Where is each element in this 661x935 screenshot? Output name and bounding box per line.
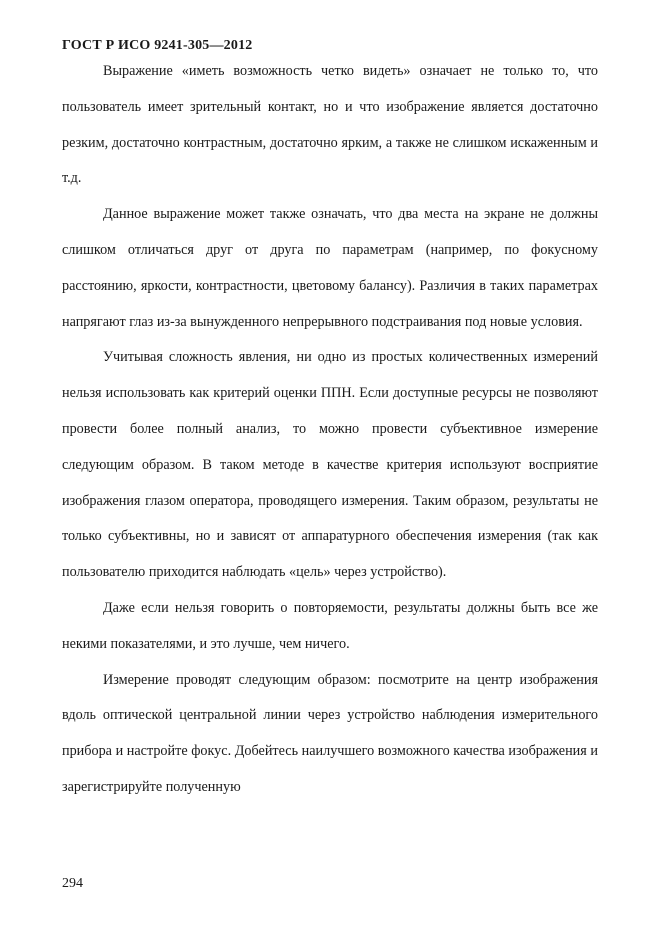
paragraph-repeatability: Даже если нельзя говорить о повторяемости, результаты должны быть все же некими показателями, и это лучше, чем ничего. [62,599,598,652]
document-body [62,54,598,806]
paragraph-procedure: Измерение проводят следующим образом: посмотрите на центр изображения вдоль оптической центральной линии через устройство наблюдения измерительного прибора и настройте фокус. Добейтесь наилучшего возможного качества изображения и зарегистрируйте полученную [62,671,598,795]
paragraph-screen-areas: Данное выражение может также означать, что два места на экране не должны слишком отличаться друг от друга по параметрам (например, по фокусному расстоянию, яркости, контрастности, цветовому балансу). Различия в таких параметрах напрягают глаз из-за вынужденного непрерывного подстраивания под новые условия. [62,206,598,330]
paragraph-clarity: Выражение «иметь возможность четко видеть» означает не только то, что пользователь имеет зрительный контакт, но и что изображение является достаточно резким, достаточно контрастным, достаточно ярким, а также не слишком искаженным и т.д. [62,63,598,187]
paragraph-subjective-measurement: Учитывая сложность явления, ни одно из простых количественных измерений нельзя использовать как критерий оценки ППН. Если доступные ресурсы не позволяют провести более полный анализ, то можно провести субъективное измерение следующим образом. В таком методе в качестве критерия используют восприятие изображения глазом оператора, проводящего измерения. Таким образом, результаты не только субъективны, но и зависят от аппаратурного обеспечения измерения (так как пользователю приходится наблюдать «цель» через устройство). [62,349,598,581]
page-number: 294 [62,876,83,891]
document-header: ГОСТ Р ИСО 9241-305—2012 [62,38,253,53]
